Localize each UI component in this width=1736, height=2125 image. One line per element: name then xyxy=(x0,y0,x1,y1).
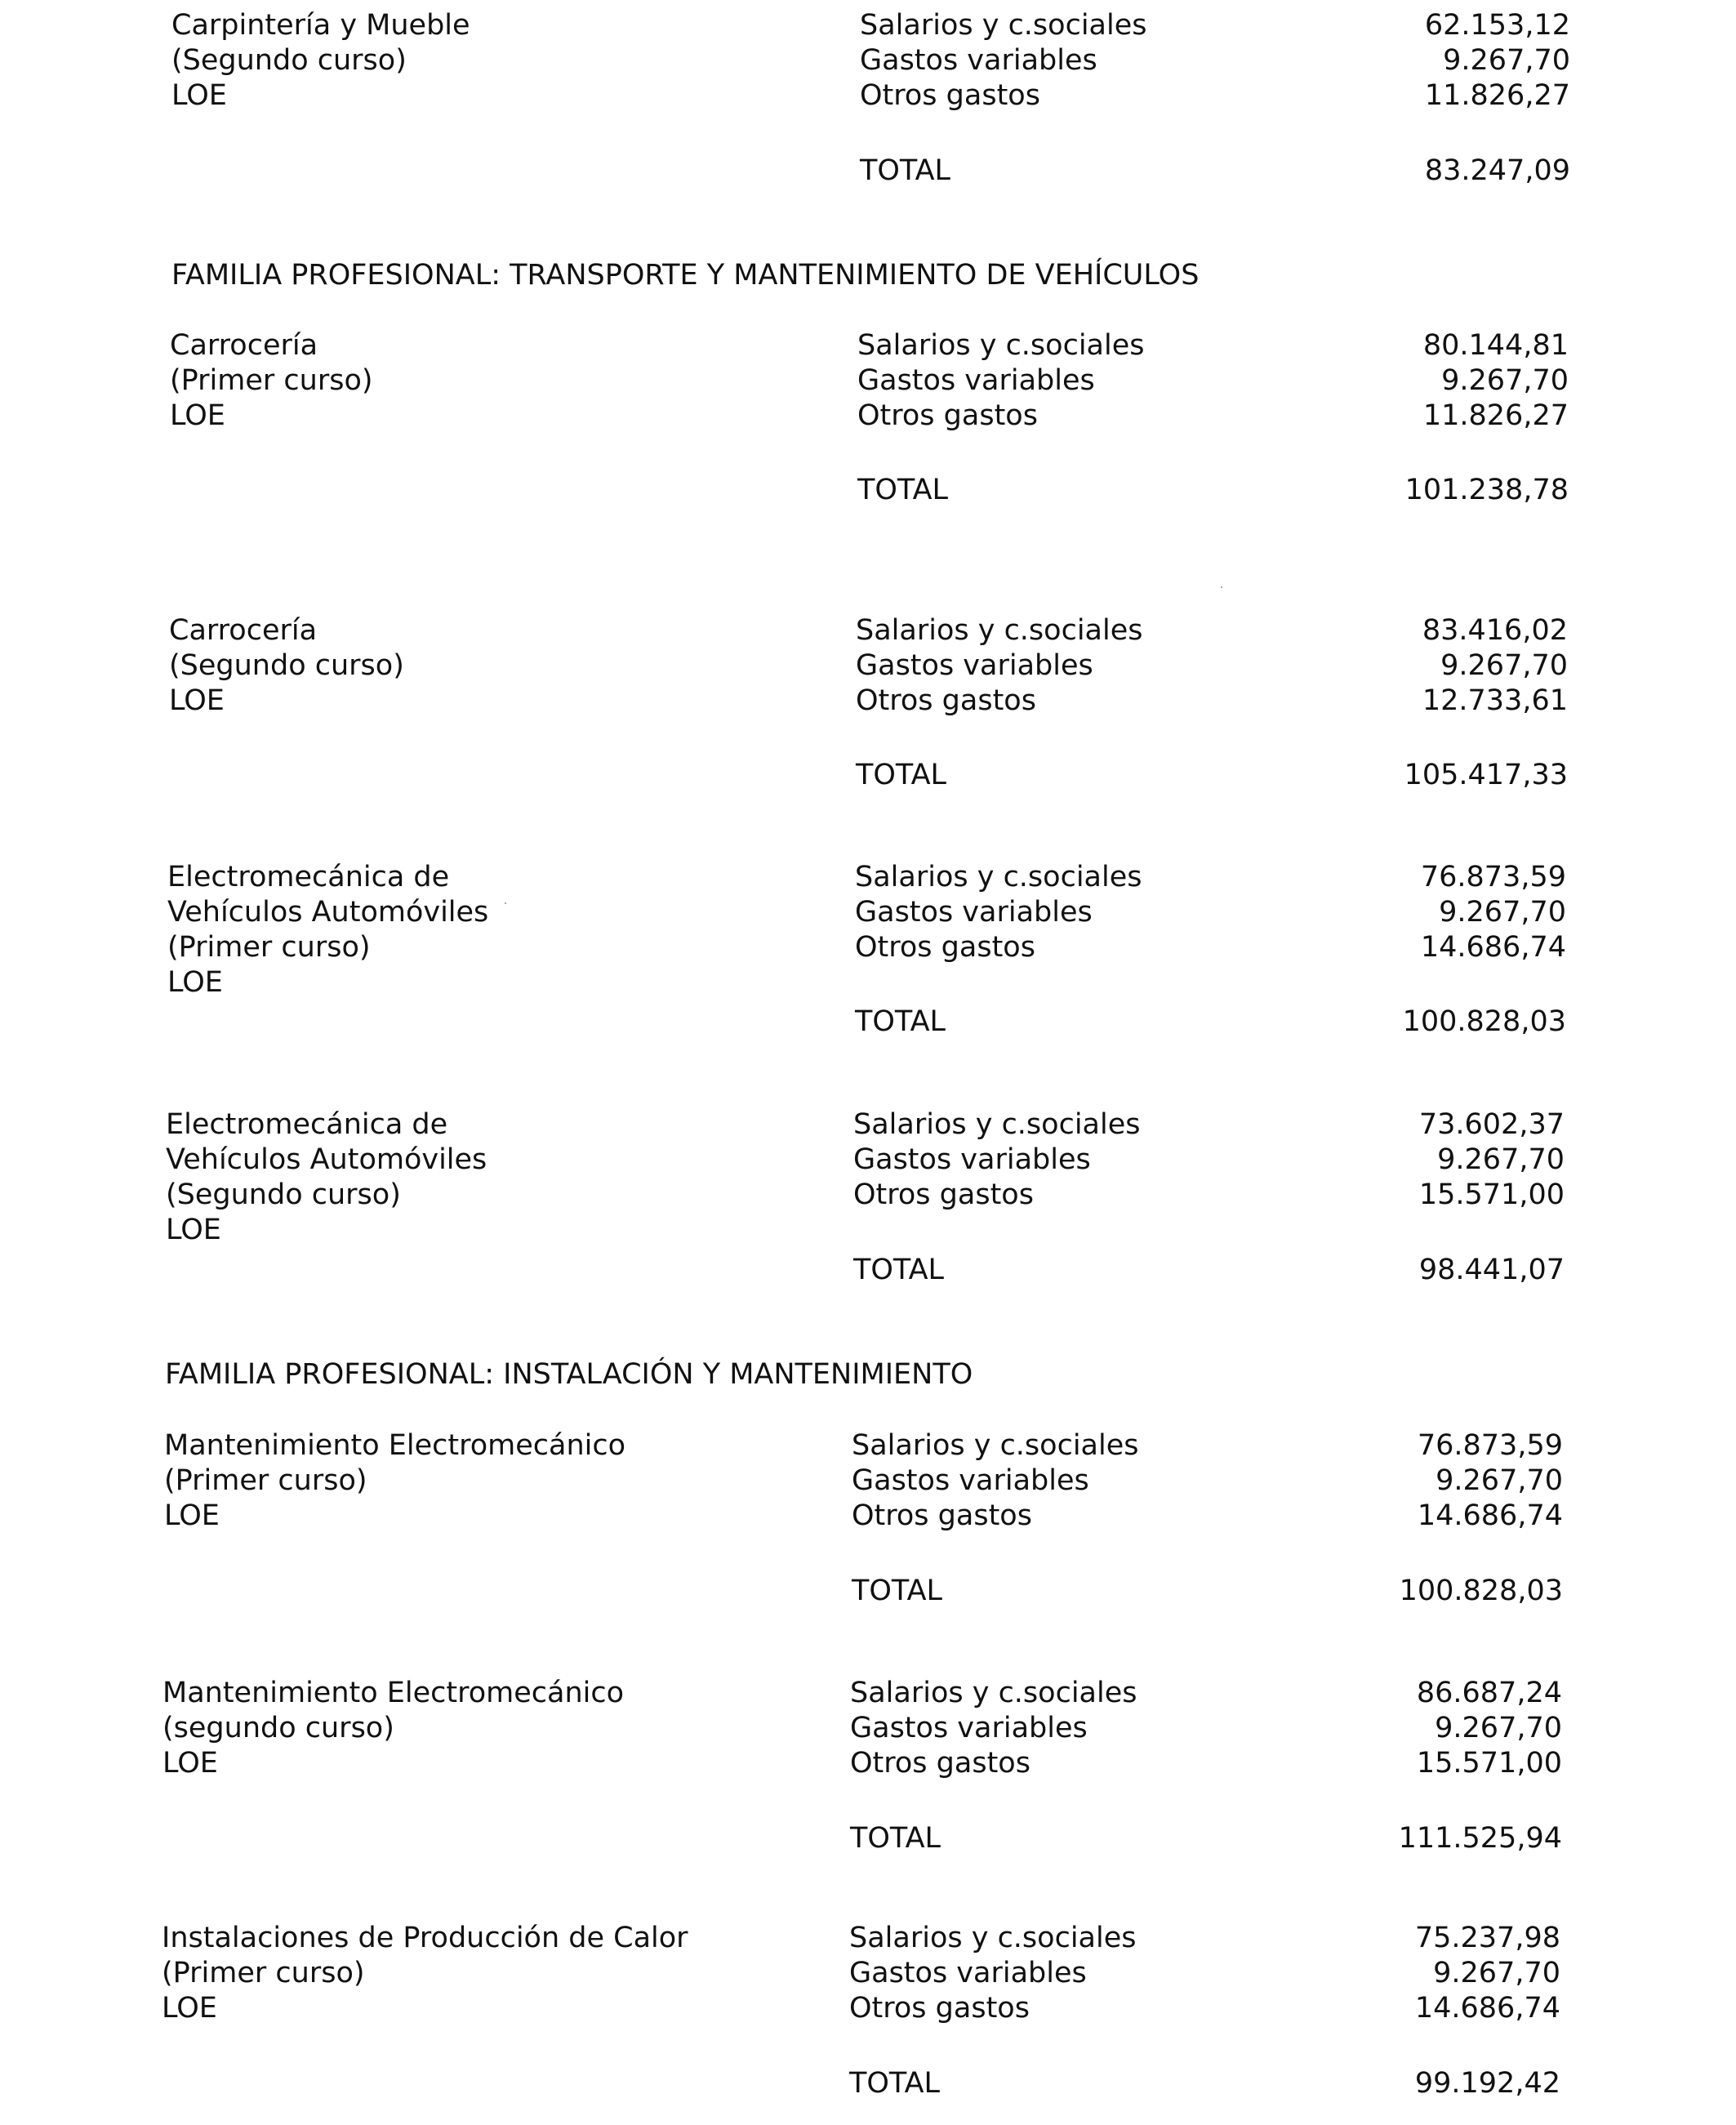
cost-concept-label: Gastos variables xyxy=(857,364,1095,397)
family-heading: FAMILIA PROFESIONAL: TRANSPORTE Y MANTENIMIENTO DE VEHÍCULOS xyxy=(171,259,1200,292)
total-amount: 83.247,09 xyxy=(1424,154,1570,187)
cost-amount: 9.267,70 xyxy=(1436,1464,1563,1497)
cost-concept-label: Gastos variables xyxy=(850,1712,1088,1744)
cost-concept-label: Otros gastos xyxy=(857,399,1038,432)
cost-amount: 9.267,70 xyxy=(1440,649,1568,682)
cost-amount: 76.873,59 xyxy=(1420,861,1566,893)
course-name-line: Mantenimiento Electromecánico xyxy=(164,1429,626,1462)
cost-amount: 15.571,00 xyxy=(1416,1747,1562,1780)
total-amount: 99.192,42 xyxy=(1414,2067,1560,2100)
cost-amounts xyxy=(1229,613,1568,719)
total-label: TOTAL xyxy=(860,154,951,187)
course-name xyxy=(164,1428,883,1534)
cost-amount: 14.686,74 xyxy=(1420,931,1566,964)
course-name-line: Instalaciones de Producción de Calor xyxy=(162,1922,688,1954)
course-name-line: LOE xyxy=(171,79,227,112)
cost-amounts xyxy=(1231,8,1570,114)
course-name xyxy=(167,860,886,1000)
cost-concept-label: Gastos variables xyxy=(855,896,1093,929)
course-name-line: Electromecánica de xyxy=(167,861,450,893)
course-name-line: Vehículos Automóviles xyxy=(167,896,489,929)
course-name-line: Carrocería xyxy=(170,329,318,362)
total-label: TOTAL xyxy=(857,474,949,506)
course-name xyxy=(169,613,888,719)
cost-amount: 11.826,27 xyxy=(1424,79,1570,112)
course-name-line: Carrocería xyxy=(169,614,318,647)
cost-concept-label: Otros gastos xyxy=(852,1499,1032,1532)
course-name-line: Mantenimiento Electromecánico xyxy=(162,1677,625,1709)
course-name xyxy=(170,328,888,434)
cost-amounts xyxy=(1226,1107,1565,1213)
cost-concept-label: Salarios y c.sociales xyxy=(857,329,1145,362)
cost-amount: 11.826,27 xyxy=(1422,399,1569,432)
cost-amounts xyxy=(1224,1428,1563,1534)
course-name-line: Vehículos Automóviles xyxy=(166,1143,487,1176)
cost-amounts xyxy=(1223,1676,1562,1781)
cost-concept-label: Gastos variables xyxy=(852,1464,1089,1497)
course-name-line: LOE xyxy=(167,966,223,999)
course-name-line: LOE xyxy=(166,1214,221,1246)
cost-amount: 9.267,70 xyxy=(1437,1143,1565,1176)
total-label: TOTAL xyxy=(849,2067,941,2100)
course-name xyxy=(162,1676,881,1781)
course-name-line: (Segundo curso) xyxy=(169,649,404,682)
cost-amount: 14.686,74 xyxy=(1417,1499,1563,1532)
course-name-line: (Segundo curso) xyxy=(166,1178,401,1211)
cost-concept-label: Gastos variables xyxy=(853,1143,1091,1176)
cost-concept-label: Otros gastos xyxy=(849,1992,1030,2025)
course-name-line: (Primer curso) xyxy=(170,364,373,397)
cost-amount: 12.733,61 xyxy=(1422,684,1568,717)
cost-concept-label: Otros gastos xyxy=(855,931,1035,964)
cost-concept-label: Salarios y c.sociales xyxy=(849,1922,1137,1954)
cost-concept-label: Gastos variables xyxy=(860,44,1097,77)
cost-amounts xyxy=(1227,860,1566,965)
course-name-line: (Segundo curso) xyxy=(171,44,407,77)
cost-amount: 9.267,70 xyxy=(1443,44,1570,77)
cost-concept-label: Salarios y c.sociales xyxy=(850,1677,1137,1709)
course-name-line: Electromecánica de xyxy=(166,1108,448,1141)
course-name-line: LOE xyxy=(162,1747,218,1780)
cost-concept-label: Salarios y c.sociales xyxy=(853,1108,1141,1141)
cost-concept-label: Salarios y c.sociales xyxy=(860,9,1147,42)
cost-amount: 9.267,70 xyxy=(1433,1957,1560,1989)
course-name-line: LOE xyxy=(170,399,225,432)
course-name-line: LOE xyxy=(169,684,225,717)
cost-concept-label: Otros gastos xyxy=(853,1178,1034,1211)
cost-concept-label: Otros gastos xyxy=(850,1747,1030,1780)
cost-amount: 9.267,70 xyxy=(1441,364,1569,397)
total-amount: 111.525,94 xyxy=(1398,1822,1562,1855)
cost-amount: 9.267,70 xyxy=(1435,1712,1562,1744)
course-name xyxy=(166,1107,884,1248)
total-label: TOTAL xyxy=(853,1254,945,1286)
course-name-line: (Primer curso) xyxy=(162,1957,365,1989)
cost-amount: 75.237,98 xyxy=(1414,1922,1560,1954)
cost-amounts xyxy=(1230,328,1569,434)
cost-amount: 15.571,00 xyxy=(1418,1178,1565,1211)
cost-concept-label: Salarios y c.sociales xyxy=(855,861,1142,893)
course-name-line: (segundo curso) xyxy=(162,1712,394,1744)
family-heading: FAMILIA PROFESIONAL: INSTALACIÓN Y MANTENIMIENTO xyxy=(165,1358,973,1391)
total-label: TOTAL xyxy=(852,1575,943,1607)
scan-speck xyxy=(505,902,506,904)
total-amount: 101.238,78 xyxy=(1404,474,1569,506)
total-label: TOTAL xyxy=(855,1005,946,1038)
course-name-line: Carpintería y Mueble xyxy=(171,9,470,42)
course-name xyxy=(162,1921,880,2026)
cost-concept-label: Otros gastos xyxy=(856,684,1036,717)
total-amount: 105.417,33 xyxy=(1404,759,1568,791)
cost-amounts xyxy=(1222,1921,1560,2026)
cost-concept-label: Salarios y c.sociales xyxy=(852,1429,1139,1462)
cost-amount: 76.873,59 xyxy=(1417,1429,1563,1462)
cost-concept-label: Gastos variables xyxy=(856,649,1093,682)
cost-concept-label: Gastos variables xyxy=(849,1957,1087,1989)
total-amount: 100.828,03 xyxy=(1399,1575,1563,1607)
total-amount: 98.441,07 xyxy=(1418,1254,1565,1286)
total-label: TOTAL xyxy=(850,1822,941,1855)
course-name-line: (Primer curso) xyxy=(167,931,371,964)
cost-concept-label: Otros gastos xyxy=(860,79,1040,112)
course-name-line: (Primer curso) xyxy=(164,1464,367,1497)
cost-amount: 62.153,12 xyxy=(1424,9,1570,42)
cost-concept-label: Salarios y c.sociales xyxy=(856,614,1143,647)
cost-amount: 83.416,02 xyxy=(1422,614,1568,647)
total-label: TOTAL xyxy=(856,759,947,791)
course-name-line: LOE xyxy=(164,1499,220,1532)
cost-amount: 86.687,24 xyxy=(1416,1677,1562,1709)
total-amount: 100.828,03 xyxy=(1402,1005,1566,1038)
course-name-line: LOE xyxy=(162,1992,217,2025)
cost-amount: 80.144,81 xyxy=(1422,329,1569,362)
scan-speck xyxy=(1221,586,1222,588)
cost-amount: 9.267,70 xyxy=(1439,896,1566,929)
course-name xyxy=(171,8,890,114)
cost-amount: 73.602,37 xyxy=(1418,1108,1565,1141)
cost-amount: 14.686,74 xyxy=(1414,1992,1560,2025)
